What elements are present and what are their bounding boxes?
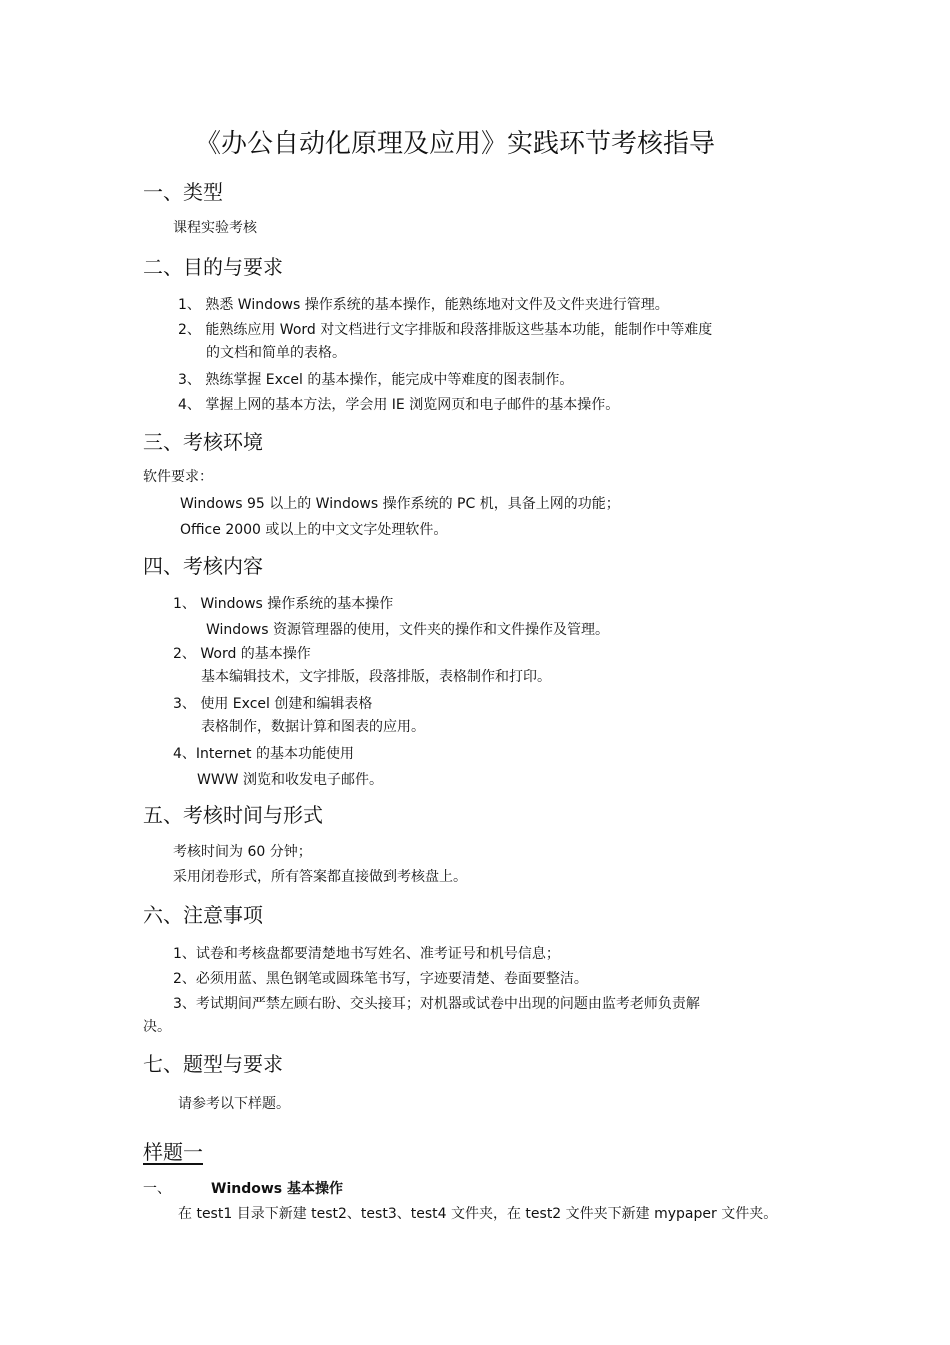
heading-type: 一、类型 (143, 180, 223, 204)
sample-item-text: 在 test1 目录下新建 test2、test3、test4 文件夹，在 test2 文件夹下新建 mypaper 文件夹。 (178, 1206, 778, 1222)
sample-heading: 样题一 (143, 1140, 203, 1164)
type-text: 课程实验考核 (173, 220, 257, 236)
environment-label: 软件要求： (143, 469, 213, 485)
time-line: 考核时间为 60 分钟； (173, 844, 312, 860)
time-line: 采用闭卷形式，所有答案都直接做到考核盘上。 (173, 869, 467, 885)
notes-line: 1、试卷和考核盘都要清楚地书写姓名、准考证号和机号信息； (173, 946, 560, 962)
document-title: 《办公自动化原理及应用》实践环节考核指导 (194, 129, 715, 159)
heading-purpose: 二、目的与要求 (143, 255, 283, 279)
notes-line-continued: 决。 (143, 1019, 171, 1035)
environment-line: Office 2000 或以上的中文文字处理软件。 (180, 522, 448, 538)
content-detail: 基本编辑技术，文字排版，段落排版，表格制作和打印。 (201, 669, 551, 685)
heading-environment: 三、考核环境 (143, 430, 263, 454)
heading-time: 五、考核时间与形式 (143, 803, 323, 827)
content-item: 2、 Word 的基本操作 (173, 646, 311, 662)
purpose-item: 4、 掌握上网的基本方法，学会用 IE 浏览网页和电子邮件的基本操作。 (178, 397, 620, 413)
question-types-text: 请参考以下样题。 (178, 1096, 290, 1112)
content-item: 4、Internet 的基本功能使用 (173, 746, 354, 762)
environment-line: Windows 95 以上的 Windows 操作系统的 PC 机，具备上网的功能； (180, 496, 620, 512)
heading-content: 四、考核内容 (143, 554, 263, 578)
content-detail: Windows 资源管理器的使用，文件夹的操作和文件操作及管理。 (206, 622, 609, 638)
content-detail: WWW 浏览和收发电子邮件。 (197, 772, 383, 788)
purpose-item: 3、 熟练掌握 Excel 的基本操作，能完成中等难度的图表制作。 (178, 372, 574, 388)
content-item: 3、 使用 Excel 创建和编辑表格 (173, 696, 373, 712)
sample-item-index: 一、 (143, 1181, 171, 1197)
notes-line: 2、必须用蓝、黑色钢笔或圆珠笔书写，字迹要清楚、卷面要整洁。 (173, 971, 588, 987)
sample-item-title: Windows 基本操作 (211, 1181, 343, 1197)
notes-line: 3、考试期间严禁左顾右盼、交头接耳；对机器或试卷中出现的问题由监考老师负责解 (173, 996, 700, 1012)
heading-notes: 六、注意事项 (143, 903, 263, 927)
content-item: 1、 Windows 操作系统的基本操作 (173, 596, 394, 612)
purpose-item: 1、 熟悉 Windows 操作系统的基本操作，能熟练地对文件及文件夹进行管理。 (178, 297, 669, 313)
heading-question-types: 七、题型与要求 (143, 1052, 283, 1076)
purpose-item-continued: 的文档和简单的表格。 (206, 345, 346, 361)
content-detail: 表格制作，数据计算和图表的应用。 (201, 719, 425, 735)
purpose-item: 2、 能熟练应用 Word 对文档进行文字排版和段落排版这些基本功能，能制作中等难度 (178, 322, 713, 338)
